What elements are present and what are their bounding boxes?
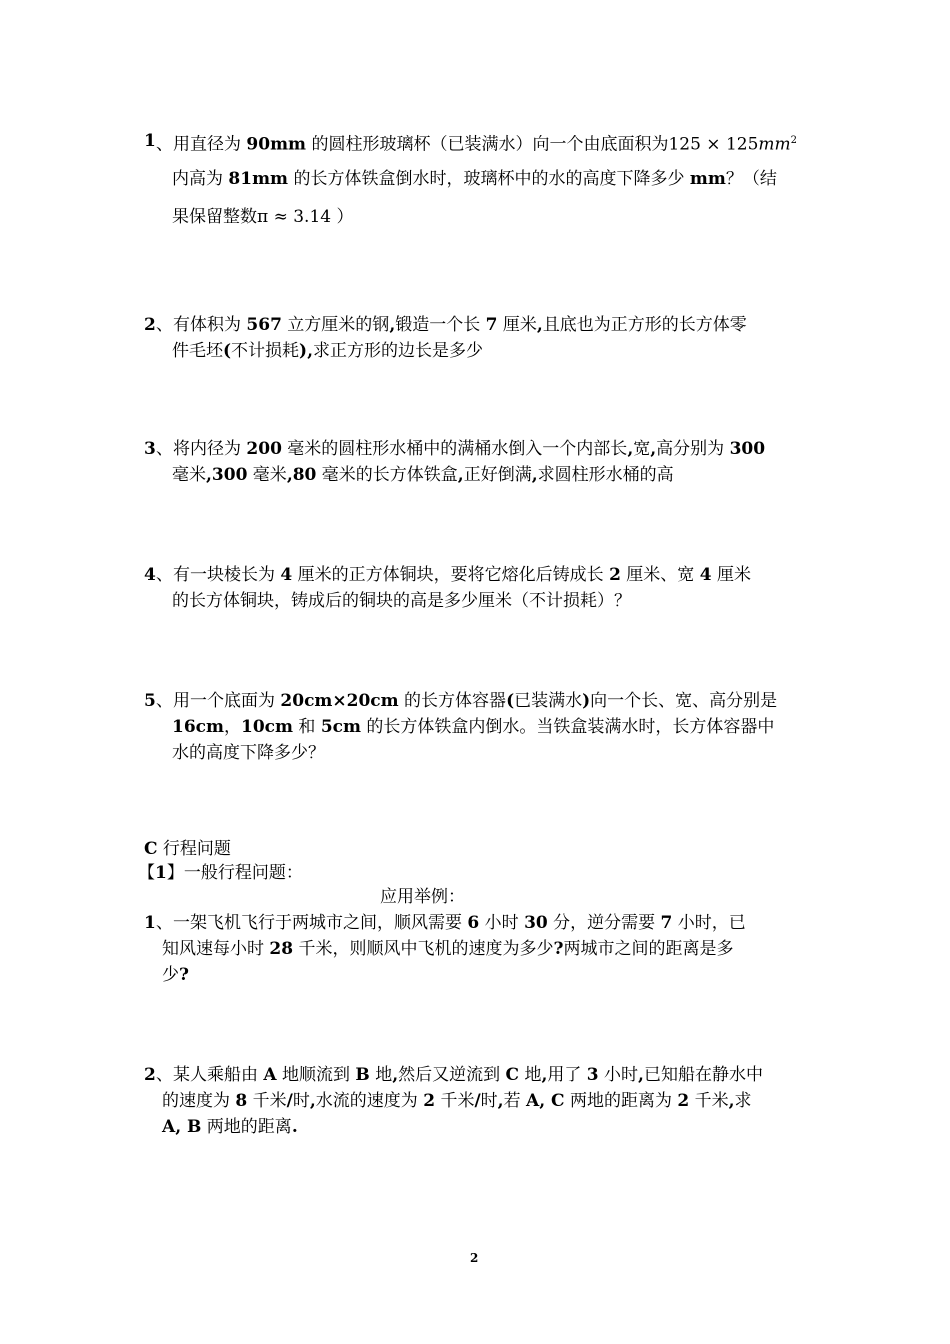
text-run: 已知船在静水中 <box>643 1065 763 1085</box>
text-run: 小时，已 <box>672 913 746 933</box>
text-run: 、将内径为 <box>156 439 247 459</box>
bold-run: 4 <box>699 565 712 585</box>
bold-run: / <box>286 1091 293 1111</box>
text-run: ？（结 <box>725 169 777 189</box>
bold-run: B <box>355 1065 370 1085</box>
problem-2-1 <box>0 910 950 996</box>
text-run: 、用直径为 <box>156 134 247 155</box>
text-run: 的速度为 <box>162 1091 236 1111</box>
problem-line <box>162 1090 752 1112</box>
text-run: 向一个长、宽、高分别是 <box>590 691 778 711</box>
text-run: 毫米的长方体铁盒 <box>316 465 458 485</box>
text-run: 千米 <box>435 1091 475 1111</box>
italic-run: mm <box>758 134 791 155</box>
bold-run: 1 <box>155 863 167 883</box>
text-run: 件毛坯 <box>172 341 223 361</box>
text-run: 求正方形的边长是多少 <box>313 341 484 361</box>
text-run: 【 <box>138 863 155 883</box>
text-run: 正好倒满 <box>463 465 532 485</box>
problem-line <box>156 314 747 336</box>
text-run: 若 <box>503 1091 526 1111</box>
bold-run: 4 <box>280 565 293 585</box>
problem-number: 5 <box>144 691 156 711</box>
bold-run: 6 <box>467 913 480 933</box>
problem-line <box>156 912 746 934</box>
text-run: 厘米、宽 <box>620 565 700 585</box>
bold-run: , <box>627 439 634 459</box>
text-run: 厘米的正方体铜块，要将它熔化后铸成长 <box>292 565 610 585</box>
text-run: 宽 <box>633 439 651 459</box>
text-run: 的圆柱形玻璃杯（已装满水）向一个由底面积为 <box>306 134 669 155</box>
text-run: 且底也为正方形的长方体零 <box>542 315 747 335</box>
problem-number: 2 <box>144 1065 156 1085</box>
problem-line <box>172 716 774 738</box>
bold-run: 16cm <box>172 717 224 737</box>
bold-run: , <box>531 465 538 485</box>
problem-line <box>172 168 777 190</box>
problem-2-2 <box>0 1062 950 1148</box>
text-run: π ≈ 3.14 <box>257 207 332 227</box>
text-run: 小时 <box>479 913 525 933</box>
bold-run: A, B <box>162 1117 202 1137</box>
bold-run: 28 <box>269 939 294 959</box>
text-run: 求 <box>734 1091 752 1111</box>
bold-run: 2 <box>423 1091 436 1111</box>
text-run: 知风速每小时 <box>162 939 270 959</box>
text-run: 地 <box>519 1065 542 1085</box>
text-run: 不计损耗 <box>231 341 300 361</box>
bold-run: 8 <box>235 1091 248 1111</box>
example-label: 应用举例： <box>380 887 465 907</box>
problem-line <box>172 742 325 764</box>
text-run: 两地的距离为 <box>564 1091 678 1111</box>
bold-run: , <box>638 1065 644 1085</box>
superscript-run: 2 <box>790 135 798 146</box>
bold-run: 10cm <box>241 717 293 737</box>
text-run: 】一般行程问题： <box>166 863 303 883</box>
bold-run: C <box>144 839 158 859</box>
text-run: 地 <box>369 1065 393 1085</box>
text-run: 两城市之间的距离是多 <box>563 939 734 959</box>
bold-run: ) <box>582 691 591 711</box>
bold-run: 200 <box>246 439 282 459</box>
bold-run: , <box>392 1065 399 1085</box>
bold-run: / <box>474 1091 481 1111</box>
problem-line <box>156 130 797 156</box>
text-run: 两地的距离 <box>201 1117 292 1137</box>
bold-run: , <box>650 439 657 459</box>
text-run: 求圆柱形水桶的高 <box>537 465 674 485</box>
problem-number: 2 <box>144 315 156 335</box>
bold-run: , <box>389 315 396 335</box>
text-run: 千米 <box>247 1091 287 1111</box>
text-run: 125 × 125 <box>668 134 759 155</box>
bold-run: , <box>457 465 464 485</box>
text-run: 高分别为 <box>656 439 730 459</box>
bold-run: mm <box>689 169 726 189</box>
bold-run: 90mm <box>246 134 307 155</box>
problem-line <box>156 690 777 712</box>
bold-run: ,300 <box>206 465 248 485</box>
problem-line <box>156 564 751 586</box>
text-run: ， <box>224 717 241 737</box>
text-run: 分，逆分需要 <box>547 913 661 933</box>
problem-number: 1 <box>144 913 156 933</box>
problem-line <box>172 340 483 362</box>
bold-run: C <box>505 1065 520 1085</box>
text-run: 毫米 <box>247 465 287 485</box>
problem-line <box>156 438 765 460</box>
problem-line <box>172 206 353 228</box>
text-run: 的长方体容器 <box>398 691 507 711</box>
problem-1-1 <box>0 128 950 238</box>
bold-run: ,80 <box>286 465 317 485</box>
section-subheading <box>138 862 303 884</box>
problem-line <box>162 1116 298 1138</box>
problem-number: 4 <box>144 565 156 585</box>
bold-run: A, C <box>526 1091 565 1111</box>
text-run: 和 <box>293 717 321 737</box>
bold-run: 3 <box>586 1065 599 1085</box>
bold-run: . <box>291 1117 298 1137</box>
bold-run: , <box>541 1065 548 1085</box>
problem-line <box>172 464 674 486</box>
text-run: 小时 <box>598 1065 639 1085</box>
bold-run: ), <box>299 341 314 361</box>
page-number: 2 <box>470 1251 479 1265</box>
text-run: 的长方体铁盒倒水时，玻璃杯中的水的高度下降多少 <box>288 169 690 189</box>
text-run: 水的高度下降多少？ <box>172 743 325 763</box>
bold-run: 30 <box>524 913 548 933</box>
bold-run: ? <box>179 965 189 985</box>
bold-run: ( <box>506 691 515 711</box>
text-run: 时 <box>292 1091 310 1111</box>
text-run: 千米，则顺风中飞机的速度为多少 <box>293 939 554 959</box>
problem-1-5 <box>0 688 950 774</box>
section-heading <box>144 838 231 860</box>
text-run: 毫米的圆柱形水桶中的满桶水倒入一个内部长 <box>281 439 628 459</box>
bold-run: 7 <box>660 913 673 933</box>
bold-run: , <box>497 1091 504 1111</box>
bold-run: 5cm <box>320 717 361 737</box>
text-run: 千米 <box>689 1091 729 1111</box>
problem-line <box>162 964 189 986</box>
text-run: 厘米 <box>497 315 537 335</box>
text-run: 果保留整数 <box>172 207 257 227</box>
text-run: 锻造一个长 <box>395 315 486 335</box>
text-run: 的长方体铜块，铸成后的铜块的高是多少厘米（不计损耗）？ <box>172 591 631 611</box>
text-run: 、某人乘船由 <box>156 1065 264 1085</box>
problem-1-2 <box>0 312 950 372</box>
bold-run: , <box>309 1091 316 1111</box>
problem-number: 3 <box>144 439 156 459</box>
text-run: 少 <box>162 965 179 985</box>
bold-run: 300 <box>729 439 766 459</box>
problem-1-4 <box>0 562 950 622</box>
bold-run: 7 <box>485 315 498 335</box>
bold-run: , <box>536 315 543 335</box>
text-run: 已装满水 <box>514 691 583 711</box>
problem-1-3 <box>0 436 950 496</box>
text-run: 、用一个底面为 <box>156 691 281 711</box>
text-run: 的长方体铁盒内倒水。当铁盒装满水时，长方体容器中 <box>360 717 775 737</box>
bold-run: 2 <box>677 1091 690 1111</box>
text-run: 毫米 <box>172 465 206 485</box>
bold-run: 2 <box>609 565 621 585</box>
problem-number: 1 <box>144 131 156 151</box>
text-run: ） <box>331 207 354 227</box>
text-run: 、一架飞机飞行于两城市之间，顺风需要 <box>156 913 468 933</box>
bold-run: ? <box>553 939 564 959</box>
text-run: 时 <box>480 1091 498 1111</box>
text-run: 行程问题 <box>157 839 231 859</box>
text-run: 立方厘米的钢 <box>281 315 390 335</box>
bold-run: ( <box>223 341 232 361</box>
text-run: 、有一块棱长为 <box>156 565 281 585</box>
problem-line <box>172 590 631 612</box>
text-run: 内高为 <box>172 169 229 189</box>
text-run: 地顺流到 <box>276 1065 356 1085</box>
text-run: 、有体积为 <box>156 315 247 335</box>
bold-run: 567 <box>246 315 282 335</box>
problem-line <box>162 938 733 960</box>
text-run: 水流的速度为 <box>315 1091 424 1111</box>
bold-run: 81mm <box>228 169 289 189</box>
text-run: 用了 <box>547 1065 587 1085</box>
problem-line <box>156 1064 763 1086</box>
text-run: 厘米 <box>711 565 751 585</box>
bold-run: , <box>728 1091 735 1111</box>
text-run: 然后又逆流到 <box>398 1065 506 1085</box>
bold-run: 20cm×20cm <box>280 691 399 711</box>
bold-run: A <box>263 1065 277 1085</box>
